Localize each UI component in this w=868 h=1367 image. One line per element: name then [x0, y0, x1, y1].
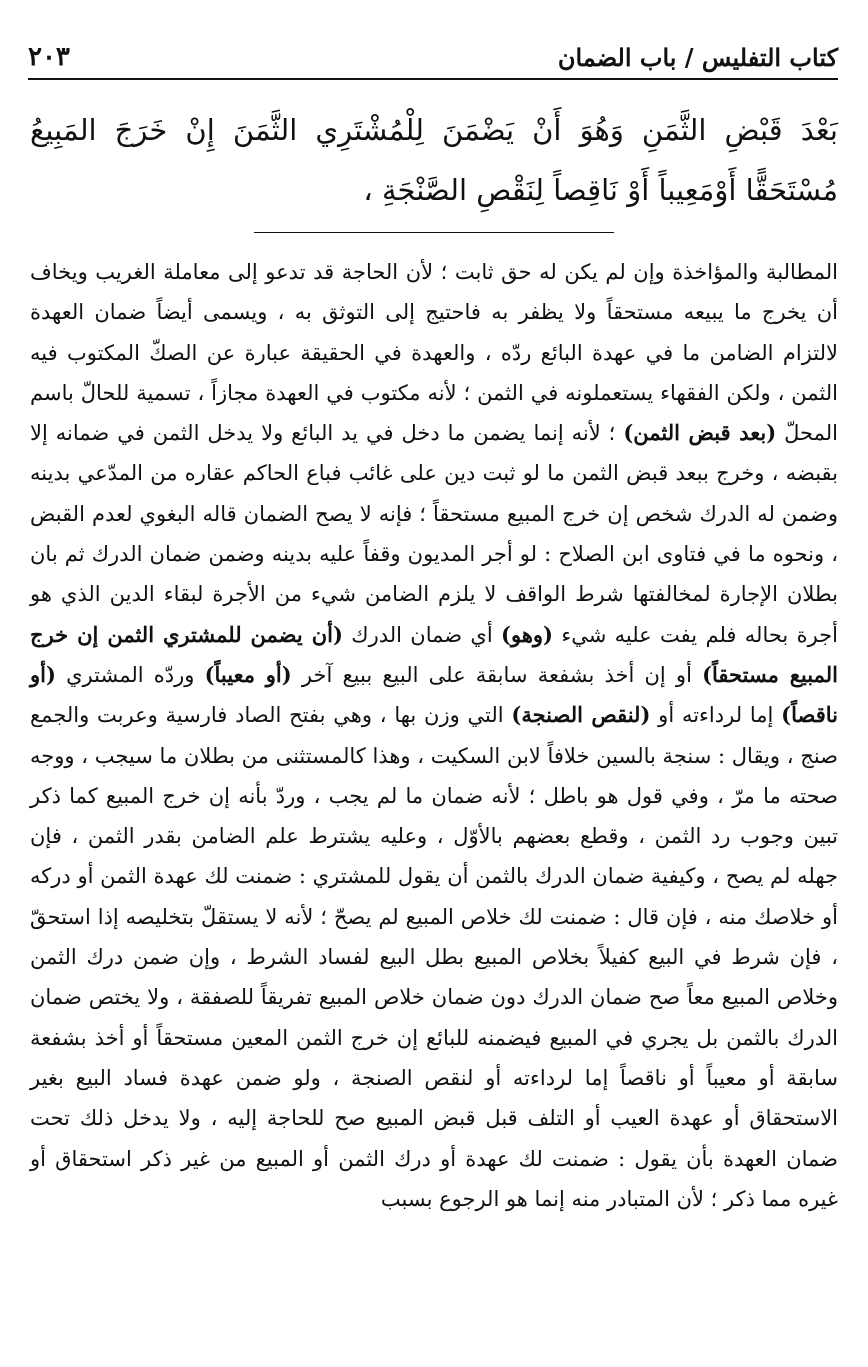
quoted-matn: (بعد قبض الثمن)	[623, 420, 777, 446]
commentary-text	[30, 252, 838, 1219]
quoted-matn: (أو معيباً)	[204, 661, 292, 687]
running-title: كتاب التفليس / باب الضمان	[557, 43, 838, 72]
quoted-matn: (لنقص الصنجة)	[511, 702, 651, 728]
quoted-matn: (وهو)	[501, 621, 553, 647]
commentary-segment: التي وزن بها ، وهي بفتح الصاد فارسية وعربت والجمع صنج ، ويقال : سنجة بالسين خلافاً لابن السكيت ، وهذا كالمستثنى من بطلان ما سيجب ، ووجه صحته ما مرّ ، وفي قول هو باطل ؛ لأنه ضمان ما لم يجب ، وردّ بأنه إن خرج المبيع كما ذكر تبين وجوب رد الثمن ، وقطع بعضهم بالأوّل ، وعليه يشترط علم الضامن بقدر الثمن ، فإن جهله لم يصح ، وكيفية ضمان الدرك بالثمن أن يقول للمشتري : ضمنت لك عهدة الثمن أو دركه أو خلاصك منه ، فإن قال : ضمنت لك خلاص المبيع لم يصحّ ؛ لأنه لا يستقلّ بتخليصه إذا استحقّ ، فإن شرط في البيع كفيلاً بخلاص المبيع بطل البيع لفساد الشرط ، وإن ضمن درك الثمن وخلاص المبيع معاً صح ضمان الدرك دون ضمان خلاص المبيع تفريقاً للصفقة ، ولا يختص ضمان الدرك بالثمن بل يجري في المبيع فيضمنه للبائع إن خرج الثمن المعين مستحقاً أو أخذ بشفعة سابقة أو معيباً أو ناقصاً إما لرداءته أو لنقص الصنجة ، ولو ضمن عهدة فساد البيع بغير الاستحقاق أو عهدة العيب أو التلف قبل قبض المبيع صح للحاجة إليه ، ولا يدخل ذلك تحت ضمان العهدة بأن يقول : ضمنت لك عهدة أو درك الثمن أو المبيع من غير ذكر استحقاق أو غيره مما ذكر ؛ لأن المتبادر منه إنما هو الرجوع بسبب	[30, 703, 838, 1211]
commentary-segment: أو إن أخذ بشفعة سابقة على البيع ببيع آخر	[291, 662, 703, 687]
commentary-segment: المطالبة والمؤاخذة وإن لم يكن له حق ثابت ؛ لأن الحاجة قد تدعو إلى معاملة الغريب ويخاف أن يخرج ما يبيعه مستحقاً ولا يظفر به فاحتيج إلى التوثق به ، ويسمى أيضاً ضمان العهدة لالتزام الضامن ما في عهدة البائع ردّه ، والعهدة في الحقيقة عبارة عن الصكّ المكتوب فيه الثمن ، ولكن الفقهاء يستعملونه في الثمن ؛ لأنه مكتوب في العهدة مجازاً ، تسمية للحالّ باسم المحلّ	[30, 260, 838, 446]
page-header	[28, 40, 838, 80]
quoted-matn: (أو ناقصاً)	[30, 661, 838, 728]
commentary-segment: ؛ لأنه إنما يضمن ما دخل في يد البائع ولا يدخل الثمن في ضمانه إلا بقبضه ، وخرج ببعد قبض الثمن ما لو ثبت دين على غائب فباع الحاكم عقاره من المدّعي بدينه وضمن له الدرك شخص إن خرج المبيع مستحقاً ؛ فإنه لا يصح الضمان قاله البغوي لعدم القبض ، ونحوه ما في فتاوى ابن الصلاح : لو أجر المديون وقفاً عليه بدينه وضمن ضمان الدرك ثم بان بطلان الإجارة لمخالفتها شرط الواقف لا يلزم الضامن شيء من الأجرة لبقاء الدين الذي هو أجرة بحاله فلم يفت عليه شيء	[30, 421, 838, 647]
commentary-segment: إما لرداءته أو	[650, 703, 782, 728]
commentary-segment: أي ضمان الدرك	[342, 622, 502, 647]
main-text: بَعْدَ قَبْضِ الثَّمَنِ وَهُوَ أَنْ يَضْمَنَ لِلْمُشْتَرِي الثَّمَنَ إِنْ خَرَجَ المَبِيعُ مُسْتَحَقًّا أَوْمَعِيباً أَوْ نَاقِصاً لِنَقْصِ الصَّنْجَةِ ،	[30, 113, 838, 207]
quoted-matn: (أن يضمن للمشتري الثمن إن خرج المبيع مستحقاً)	[30, 621, 838, 687]
commentary-segment: وردّه المشتري	[55, 662, 205, 687]
separator-line	[254, 232, 614, 233]
page-number: ٢٠٣	[28, 42, 70, 72]
